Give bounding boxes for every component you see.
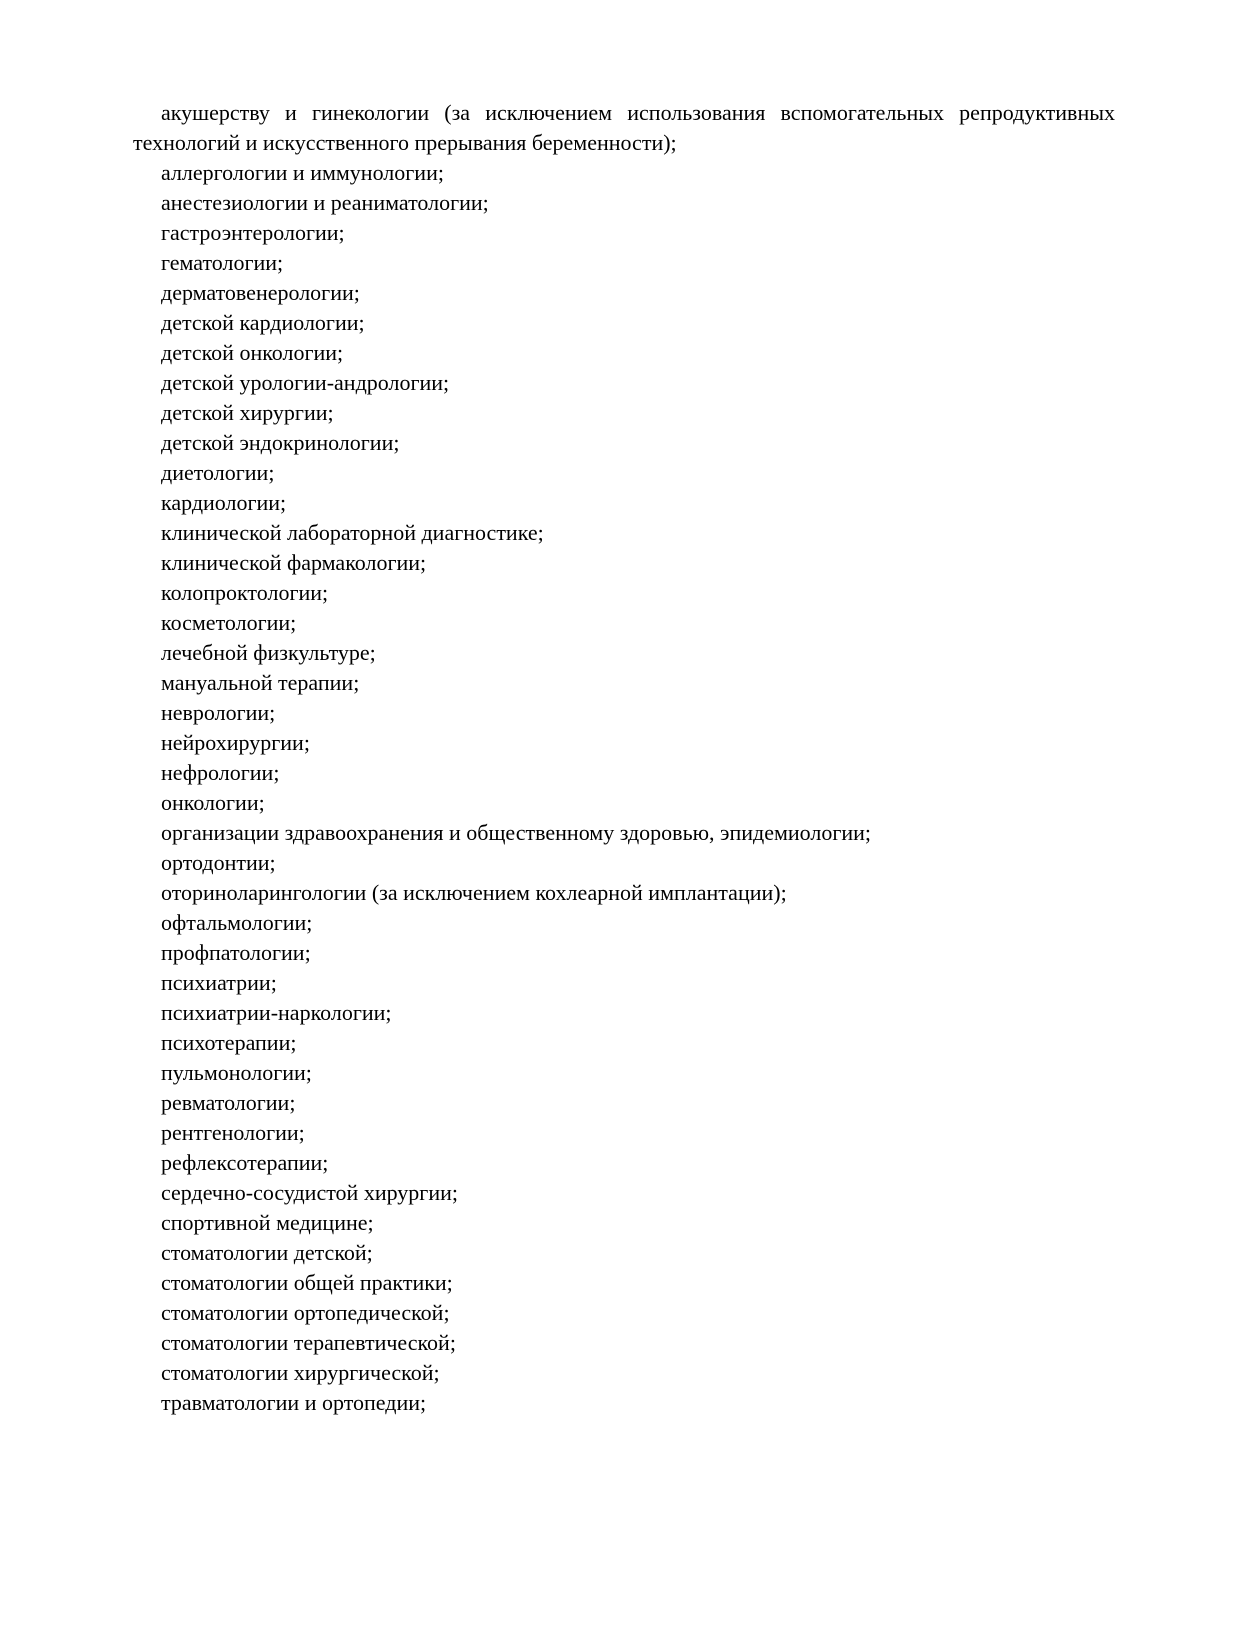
list-item: диетологии; [161,460,275,485]
list-item: рефлексотерапии; [161,1150,329,1175]
list-item: ревматологии; [161,1090,296,1115]
list-item: колопроктологии; [161,580,329,605]
list-item: психотерапии; [161,1030,297,1055]
list-item: оториноларингологии (за исключением кохлеарной имплантации); [161,880,787,905]
list-item: пульмонологии; [161,1060,312,1085]
list-item: детской хирургии; [161,400,334,425]
list-item: офтальмологии; [161,910,313,935]
list-item: стоматологии хирургической; [161,1360,440,1385]
list-item: косметологии; [161,610,297,635]
list-item: аллергологии и иммунологии; [161,160,444,185]
specialties-list [133,98,1115,1418]
list-item: гастроэнтерологии; [161,220,345,245]
list-item: стоматологии ортопедической; [161,1300,450,1325]
list-item: спортивной медицине; [161,1210,374,1235]
list-item: стоматологии терапевтической; [161,1330,456,1355]
list-item: неврологии; [161,700,276,725]
list-item: детской урологии-андрологии; [161,370,450,395]
list-item: сердечно-сосудистой хирургии; [161,1180,458,1205]
list-item: онкологии; [161,790,265,815]
list-item: дерматовенерологии; [161,280,360,305]
list-item: детской кардиологии; [161,310,365,335]
list-item: клинической лабораторной диагностике; [161,520,544,545]
list-item: нефрологии; [161,760,280,785]
list-item: профпатологии; [161,940,311,965]
list-item: психиатрии-наркологии; [161,1000,392,1025]
list-item: лечебной физкультуре; [161,640,376,665]
list-item: стоматологии детской; [161,1240,373,1265]
list-item: анестезиологии и реаниматологии; [161,190,489,215]
list-item: ортодонтии; [161,850,276,875]
list-item: нейрохирургии; [161,730,310,755]
list-item: организации здравоохранения и общественному здоровью, эпидемиологии; [161,820,872,845]
list-item: мануальной терапии; [161,670,360,695]
list-item: травматологии и ортопедии; [161,1390,427,1415]
list-item: гематологии; [161,250,284,275]
list-item: детской эндокринологии; [161,430,400,455]
list-item: клинической фармакологии; [161,550,427,575]
list-item: кардиологии; [161,490,287,515]
list-item: психиатрии; [161,970,277,995]
list-item: детской онкологии; [161,340,344,365]
list-item: стоматологии общей практики; [161,1270,453,1295]
list-item: рентгенологии; [161,1120,305,1145]
list-item: акушерству и гинекологии (за исключением использования вспомогательных репродуктивных технологий и искусственного прерывания беременности); [133,100,1115,155]
